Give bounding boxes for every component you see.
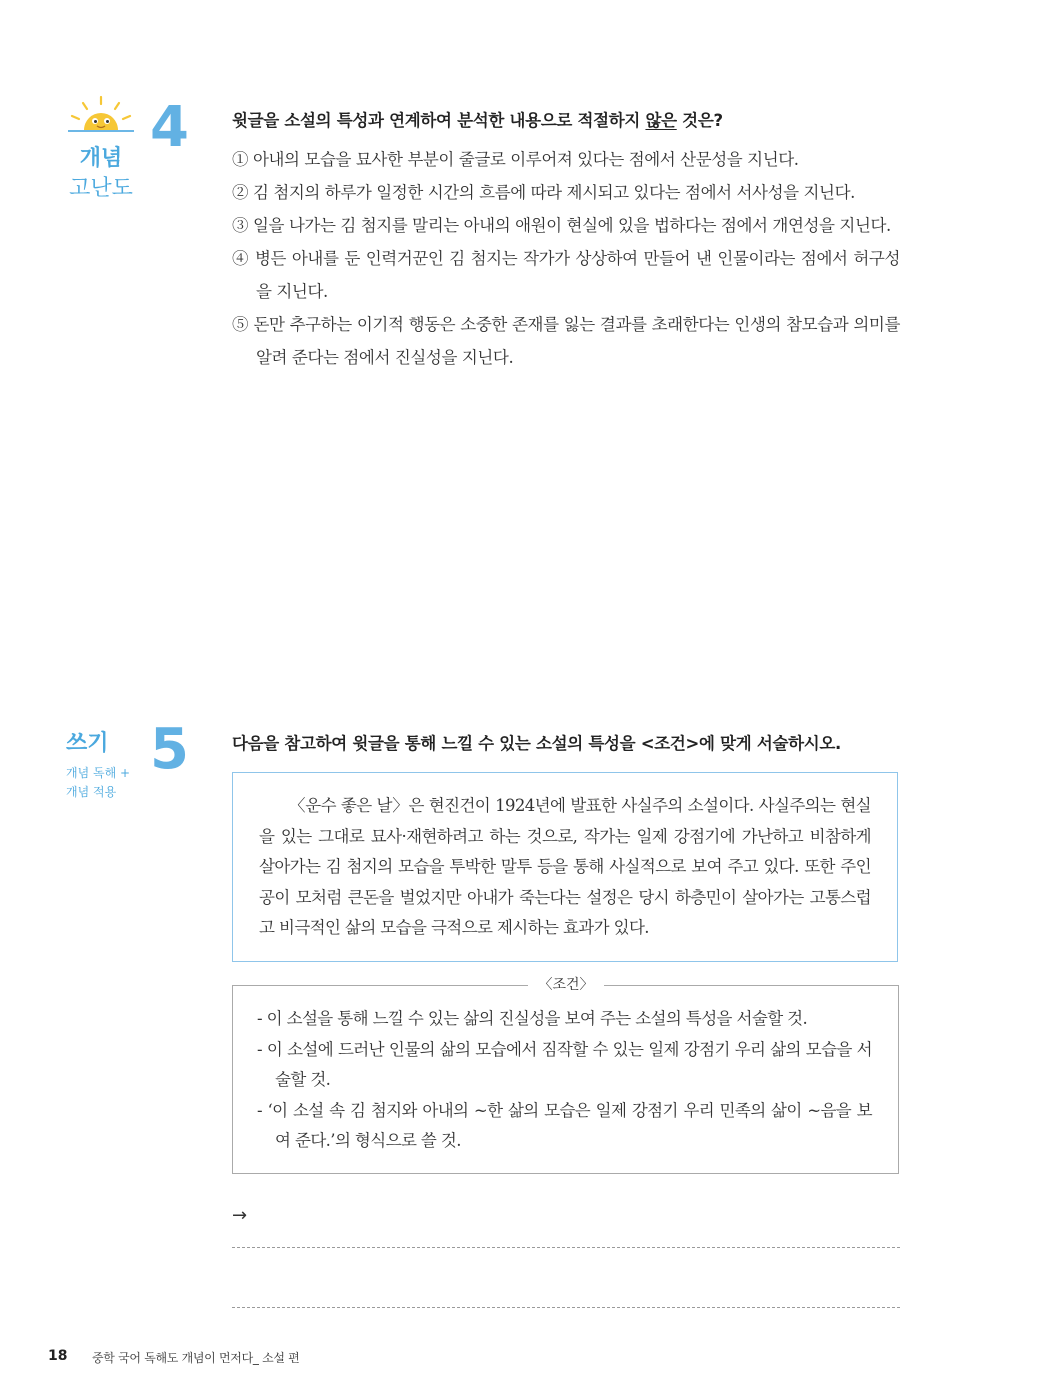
q4-option-1[interactable]: ① 아내의 모습을 묘사한 부분이 줄글로 이루어져 있다는 점에서 산문성을 지닌다. [232, 150, 799, 169]
q4-title-underlined: 않은 [645, 111, 677, 130]
q4-title-pre: 윗글을 소설의 특성과 연계하여 분석한 내용으로 적절하지 [232, 111, 646, 130]
reference-passage-box [232, 772, 898, 962]
q4-badge [62, 144, 140, 204]
reference-passage-text: 〈운수 좋은 날〉은 현진건이 1924년에 발표한 사실주의 소설이다. 사실주의는 현실을 있는 그대로 묘사·재현하려고 하는 것으로, 작가는 일제 강점기에 가난하고 비참하게 살아가는 김 첨지의 모습을 투박한 말투 등을 통해 사실적으로 보여 주고 있다. 또한 주인공이 모처럼 큰돈을 벌었지만 아내가 죽는다는 설정은 당시 하층민이 살아가는 고통스럽고 비극적인 삶의 모습을 극적으로 제시하는 효과가 있다. [259, 796, 871, 937]
q4-badge-difficulty: 고난도 [69, 176, 133, 201]
page-number: 18 [48, 1348, 68, 1364]
q4-option-5[interactable]: ⑤ 돈만 추구하는 이기적 행동은 소중한 존재를 잃는 결과를 초래한다는 인생의 참모습과 의미를 알려 준다는 점에서 진실성을 지닌다. [232, 315, 900, 367]
q4-option-2[interactable]: ② 김 첨지의 하루가 일정한 시간의 흐름에 따라 제시되고 있다는 점에서 서사성을 지닌다. [232, 183, 855, 202]
condition-item-3: - ‘이 소설 속 김 첨지와 아내의 ~한 삶의 모습은 일제 강점기 우리 민족의 삶이 ~음을 보여 준다.’의 형식으로 쓸 것. [257, 1100, 872, 1150]
sun-mascot-icon [66, 94, 136, 140]
q4-options-list [232, 143, 900, 374]
q5-badge-sub-line2: 개념 적용 [66, 785, 117, 799]
q5-badge-subtitle [66, 764, 130, 802]
conditions-label: 〈조건〉 [528, 974, 604, 994]
q4-number: 4 [150, 95, 189, 160]
q5-badge-title: 쓰기 [66, 731, 109, 756]
answer-line-2[interactable] [232, 1307, 900, 1308]
q5-question-title: 다음을 참고하여 윗글을 통해 느낄 수 있는 소설의 특성을 <조건>에 맞게 서술하시오. [232, 734, 841, 753]
condition-item-2: - 이 소설에 드러난 인물의 삶의 모습에서 짐작할 수 있는 일제 강점기 우리 삶의 모습을 서술할 것. [257, 1039, 872, 1089]
book-title: 중학 국어 독해도 개념이 먼저다_ 소설 편 [92, 1351, 300, 1365]
q4-question-title [232, 107, 902, 131]
q4-title-post: 것은? [676, 111, 723, 130]
condition-item-1: - 이 소설을 통해 느낄 수 있는 삶의 진실성을 보여 주는 소설의 특성을 서술할 것. [257, 1009, 808, 1028]
conditions-box [232, 985, 899, 1174]
q5-badge-sub-line1: 개념 독해 + [66, 766, 131, 780]
q4-badge-title: 개념 [79, 146, 123, 171]
q4-option-3[interactable]: ③ 일을 나가는 김 첨지를 말리는 아내의 애원이 현실에 있을 법하다는 점에서 개연성을 지닌다. [232, 216, 891, 235]
answer-arrow: → [232, 1205, 248, 1226]
q5-number: 5 [150, 717, 189, 782]
q4-option-4[interactable]: ④ 병든 아내를 둔 인력거꾼인 김 첨지는 작가가 상상하여 만들어 낸 인물이라는 점에서 허구성을 지닌다. [232, 249, 900, 301]
answer-line-1[interactable] [232, 1247, 900, 1248]
